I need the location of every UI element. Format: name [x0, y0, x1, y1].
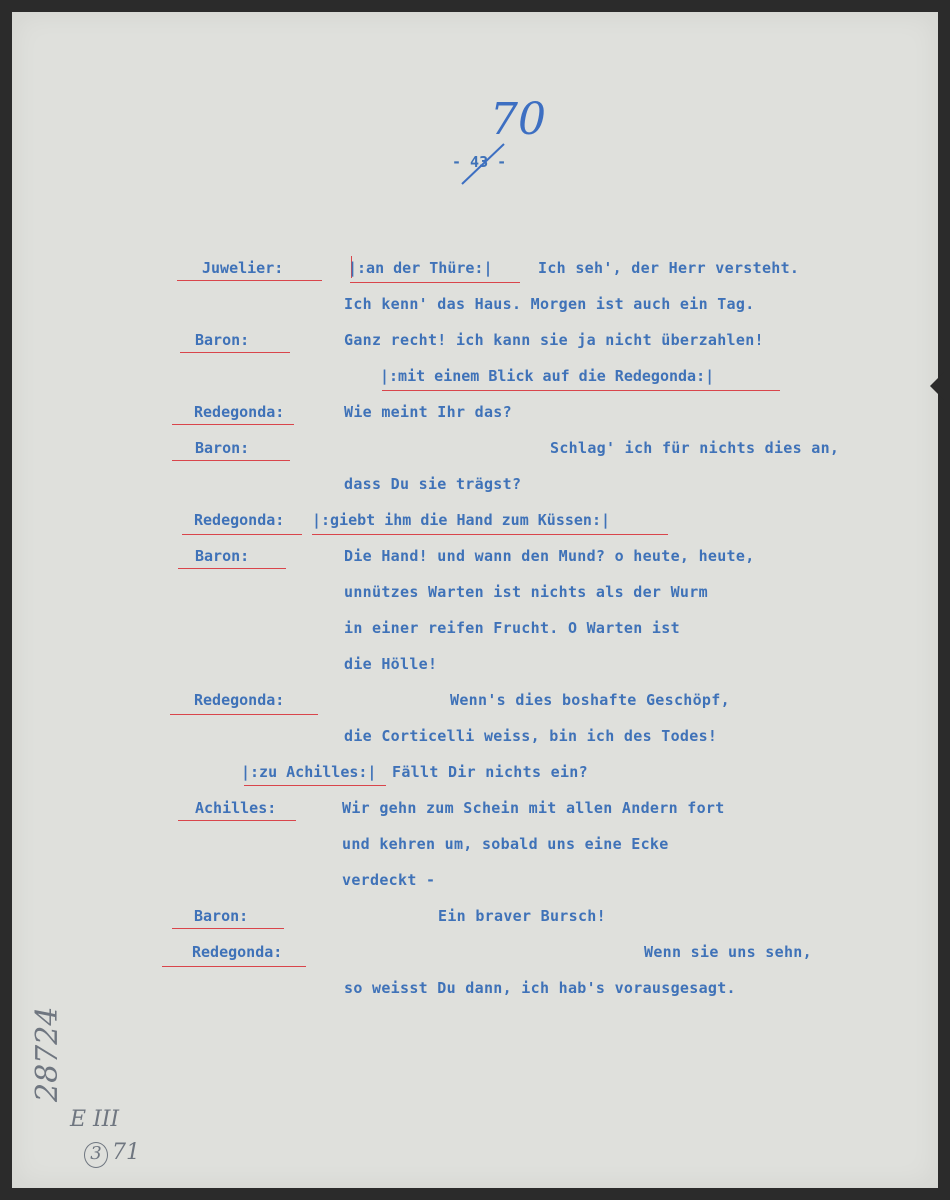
speaker-baron: Baron:: [195, 547, 250, 565]
dialogue-line: dass Du sie trägst?: [344, 475, 522, 493]
speaker-baron: Baron:: [195, 439, 250, 457]
direction-underline: [350, 282, 520, 283]
speaker-underline: [182, 534, 302, 535]
dialogue-line: Ich seh', der Herr versteht.: [538, 259, 800, 277]
dialogue-line: verdeckt -: [342, 871, 436, 889]
dialogue-line: die Hölle!: [344, 655, 438, 673]
speaker-underline: [180, 352, 290, 353]
speaker-underline: [172, 928, 284, 929]
direction-underline: [244, 785, 386, 786]
speaker-achilles: Achilles:: [195, 799, 277, 817]
dialogue-line: Wenn's dies boshafte Geschöpf,: [450, 691, 730, 709]
document-page: [12, 12, 938, 1188]
speaker-underline: [170, 714, 318, 715]
dialogue-line: und kehren um, sobald uns eine Ecke: [342, 835, 669, 853]
speaker-redegonda: Redegonda:: [192, 943, 283, 961]
speaker-redegonda: Redegonda:: [194, 511, 285, 529]
dialogue-line: Ein braver Bursch!: [438, 907, 606, 925]
stage-direction: |:mit einem Blick auf die Redegonda:|: [380, 367, 715, 385]
archive-number: 28724: [30, 1006, 65, 1102]
direction-underline: [382, 390, 780, 391]
dialogue-line: Fällt Dir nichts ein?: [392, 763, 588, 781]
speaker-juwelier: Juwelier:: [202, 259, 284, 277]
speaker-redegonda: Redegonda:: [194, 691, 285, 709]
dialogue-line: Wir gehn zum Schein mit allen Andern fort: [342, 799, 725, 817]
dialogue-line: unnützes Warten ist nichts als der Wurm: [344, 583, 708, 601]
dialogue-line: in einer reifen Frucht. O Warten ist: [344, 619, 680, 637]
direction-underline: [312, 534, 668, 535]
dialogue-line: Ganz recht! ich kann sie ja nicht überzahlen!: [344, 331, 764, 349]
stage-direction: |:zu Achilles:|: [241, 763, 377, 781]
speaker-underline: [162, 966, 306, 967]
circled-digit: 3: [90, 1143, 102, 1164]
page-edge-notch: [930, 372, 944, 400]
dialogue-line: Schlag' ich für nichts dies an,: [550, 439, 840, 457]
speaker-underline: [177, 280, 322, 281]
circled-number: [84, 1142, 108, 1168]
speaker-underline: [172, 460, 290, 461]
speaker-baron: Baron:: [195, 331, 250, 349]
dialogue-line: Wie meint Ihr das?: [344, 403, 512, 421]
typed-page-number: - 43 -: [452, 153, 507, 171]
speaker-underline: [178, 568, 286, 569]
speaker-redegonda: Redegonda:: [194, 403, 285, 421]
stage-direction: |:giebt ihm die Hand zum Küssen:|: [312, 511, 611, 529]
dialogue-line: die Corticelli weiss, bin ich des Todes!: [344, 727, 718, 745]
dialogue-line: so weisst Du dann, ich hab's vorausgesagt.: [344, 979, 736, 997]
speaker-underline: [178, 820, 296, 821]
dialogue-line: Die Hand! und wann den Mund? o heute, heute,: [344, 547, 755, 565]
speaker-underline: [172, 424, 294, 425]
stage-direction: |:an der Thüre:|: [348, 259, 493, 277]
speaker-baron: Baron:: [194, 907, 249, 925]
archive-mark: E III: [70, 1107, 120, 1132]
dialogue-line: Wenn sie uns sehn,: [644, 943, 812, 961]
dialogue-line: Ich kenn' das Haus. Morgen ist auch ein Tag.: [344, 295, 755, 313]
strike-mark: [452, 132, 512, 192]
handwritten-page-number: 70: [490, 94, 546, 145]
folio-number: 71: [112, 1140, 140, 1165]
